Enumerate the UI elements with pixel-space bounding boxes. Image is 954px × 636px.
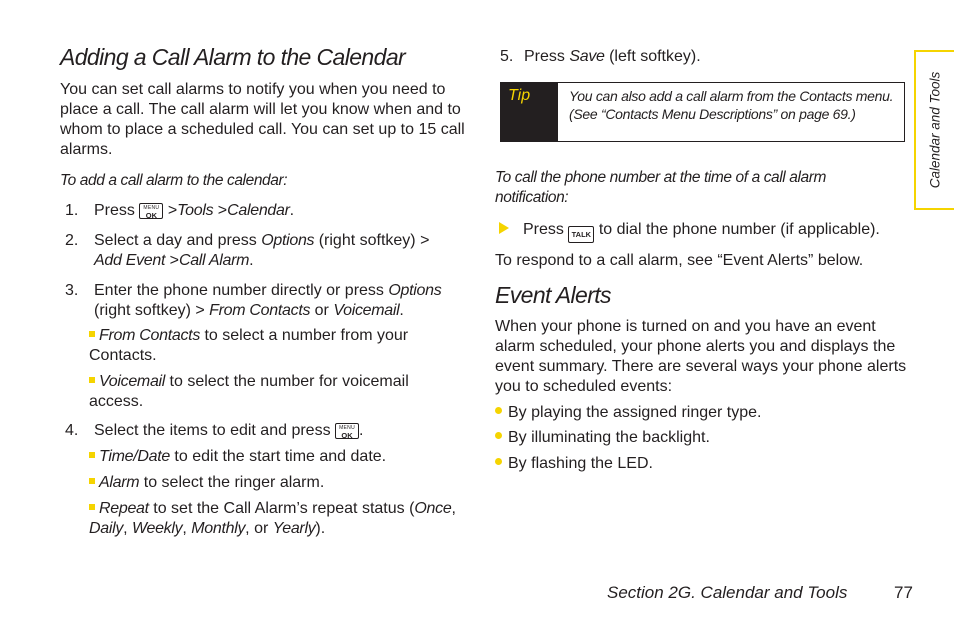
menu-ok-key-icon: MENU OK: [335, 423, 359, 439]
tip-label: Tip: [501, 83, 558, 141]
side-tab-label: Calendar and Tools: [927, 71, 943, 189]
event-bullet-1: By playing the assigned ringer type.: [495, 403, 761, 423]
square-bullet-icon: [89, 452, 95, 458]
tip-box: [500, 82, 905, 142]
chapter-side-tab: [914, 50, 954, 210]
round-bullet-icon: [495, 432, 502, 439]
event-alerts-paragraph: When your phone is turned on and you have an event alarm scheduled, your phone alerts you and displays the event summary. There are several ways your phone alerts you to scheduled events:: [495, 318, 907, 395]
event-bullet-3: By flashing the LED.: [495, 454, 653, 474]
event-alerts-heading: Event Alerts: [495, 282, 611, 308]
event-bullet-2: By illuminating the backlight.: [495, 428, 710, 448]
round-bullet-icon: [495, 458, 502, 465]
menu-ok-key-icon: MENU OK: [139, 203, 163, 219]
step-3-option-voicemail: Voicemail to select the number for voicemail access.: [89, 373, 409, 410]
square-bullet-icon: [89, 331, 95, 337]
intro-paragraph: You can set call alarms to notify you when you need to place a call. The call alarm will let you know when and to whom to place a scheduled call. You can set up to 15 call alarms.: [60, 81, 465, 158]
respond-paragraph: To respond to a call alarm, see “Event Alerts” below.: [495, 252, 864, 269]
talk-key-icon: TALK: [568, 226, 594, 243]
step-4-option-time-date: Time/Date to edit the start time and date.: [89, 447, 459, 467]
tip-text: You can also add a call alarm from the Contacts menu. (See “Contacts Menu Descriptions” on page 69.): [569, 88, 894, 122]
page-number: 77: [894, 583, 913, 602]
step-3-option-contacts: From Contacts to select a number from your Contacts.: [89, 327, 409, 364]
step-4-option-alarm: Alarm to select the ringer alarm.: [89, 473, 459, 493]
call-lead: To call the phone number at the time of a call alarm notification:: [495, 169, 827, 206]
section-heading: Adding a Call Alarm to the Calendar: [60, 44, 406, 70]
procedure-lead: To add a call alarm to the calendar:: [60, 172, 288, 189]
arrow-bullet-icon: [499, 222, 509, 234]
step-4-option-repeat: Repeat to set the Call Alarm’s repeat status (Once, Daily, Weekly, Monthly, or Yearly).: [89, 500, 456, 537]
talk-instruction: Press TALK to dial the phone number (if applicable).: [495, 220, 880, 243]
square-bullet-icon: [89, 377, 95, 383]
footer-section: Section 2G. Calendar and Tools: [607, 583, 848, 602]
square-bullet-icon: [89, 504, 95, 510]
square-bullet-icon: [89, 478, 95, 484]
round-bullet-icon: [495, 407, 502, 414]
